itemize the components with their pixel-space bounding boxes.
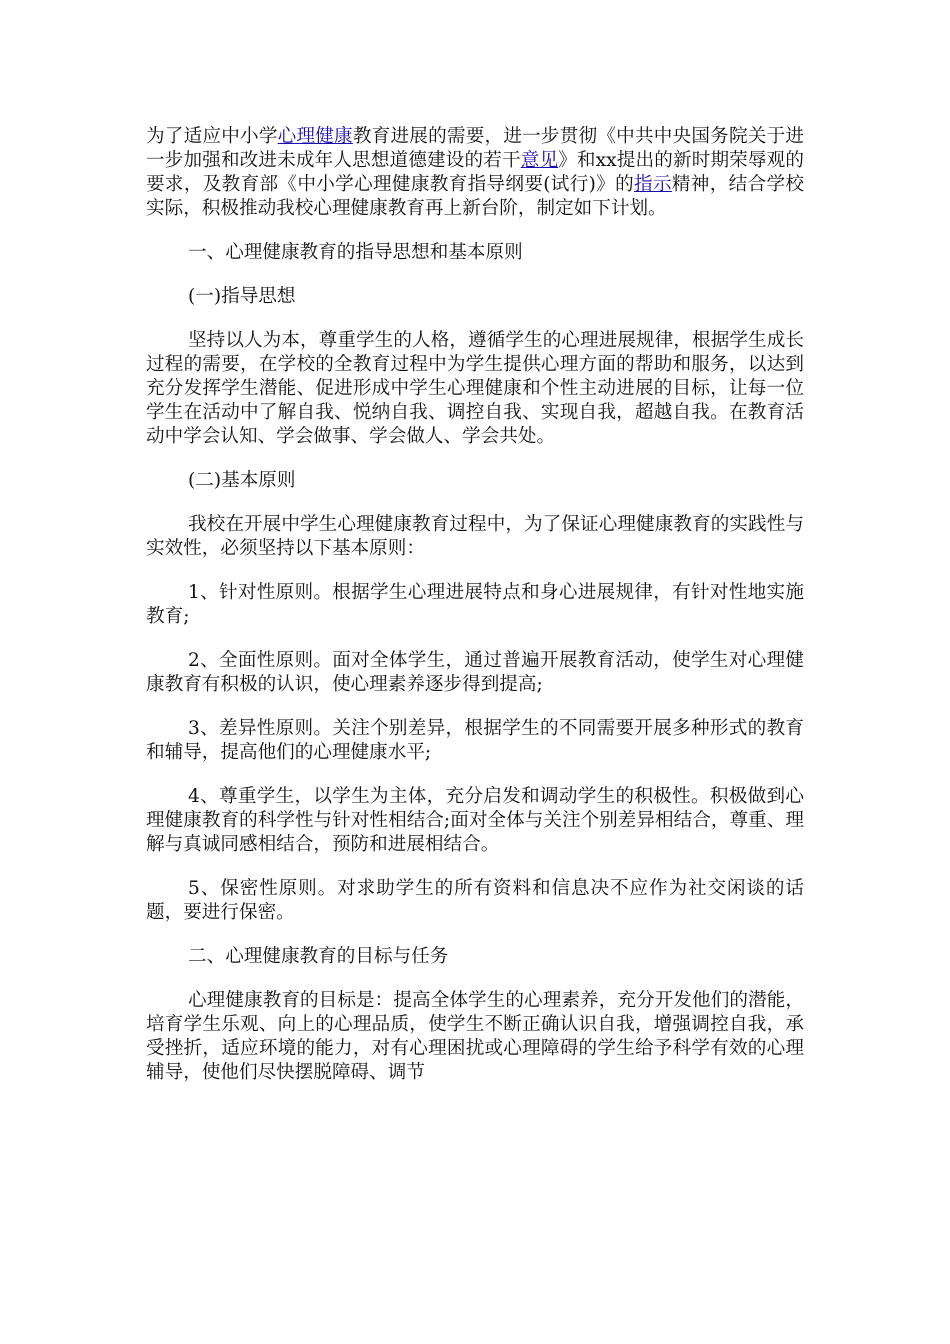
paragraph-principles-intro: 我校在开展中学生心理健康教育过程中，为了保证心理健康教育的实践性与实效性，必须坚持以下基本原则： — [146, 514, 804, 559]
intro-text-1: 为了适应中小学 — [146, 126, 278, 147]
principle-item-3: 3、差异性原则。关注个别差异，根据学生的不同需要开展多种形式的教育和辅导，提高他们的心理健康水平; — [146, 718, 804, 763]
section-heading-2: 二、心理健康教育的目标与任务 — [188, 946, 449, 967]
principle-item-4: 4、尊重学生，以学生为主体，充分启发和调动学生的积极性。积极做到心理健康教育的科学性与针对性相结合;面对全体与关注个别差异相结合，尊重、理解与真诚同感相结合，预防和进展相结合。 — [146, 786, 804, 855]
link-opinion[interactable]: 意见 — [520, 150, 559, 171]
paragraph-guiding-thought: 坚持以人为本，尊重学生的人格，遵循学生的心理进展规律，根据学生成长过程的需要，在学校的全教育过程中为学生提供心理方面的帮助和服务，以达到充分发挥学生潜能、促进形成中学生心理健康和个性主动进展的目标，让每一位学生在活动中了解自我、悦纳自我、调控自我、实现自我，超越自我。在教育活动中学会认知、学会做事、学会做人、学会共处。 — [146, 330, 804, 447]
document-page — [146, 125, 804, 1085]
intro-text-3: 》和xx提出的新时期荣辱观的要求，及教育部《中小学心理健康教育指导纲要(试行)》的 — [146, 150, 804, 195]
section-heading-1: 一、心理健康教育的指导思想和基本原则 — [188, 242, 523, 263]
link-mental-health[interactable]: 心理健康 — [277, 126, 353, 147]
paragraph-goals: 心理健康教育的目标是：提高全体学生的心理素养，充分开发他们的潜能，培育学生乐观、向上的心理品质，使学生不断正确认识自我，增强调控自我，承受挫折，适应环境的能力，对有心理困扰或心理障碍的学生给予科学有效的心理辅导，使他们尽快摆脱障碍、调节 — [146, 990, 804, 1083]
intro-text-2: 教育进展的需要，进一步贯彻《中共中央国务院关于进一步加强和改进未成年人思想道德建设的若干 — [146, 126, 804, 171]
link-instruction[interactable]: 指示 — [634, 174, 672, 195]
subsection-heading-guiding-thought: (一)指导思想 — [188, 286, 296, 307]
intro-text-4: 精神，结合学校实际，积极推动我校心理健康教育再上新台阶，制定如下计划。 — [146, 174, 804, 219]
subsection-heading-basic-principles: (二)基本原则 — [188, 470, 296, 491]
principle-item-5: 5、保密性原则。对求助学生的所有资料和信息决不应作为社交闲谈的话题，要进行保密。 — [146, 878, 804, 923]
principle-item-2: 2、全面性原则。面对全体学生，通过普遍开展教育活动，使学生对心理健康教育有积极的认识，使心理素养逐步得到提高; — [146, 650, 804, 695]
intro-paragraph — [146, 125, 804, 221]
principle-item-1: 1、针对性原则。根据学生心理进展特点和身心进展规律，有针对性地实施教育; — [146, 582, 804, 627]
